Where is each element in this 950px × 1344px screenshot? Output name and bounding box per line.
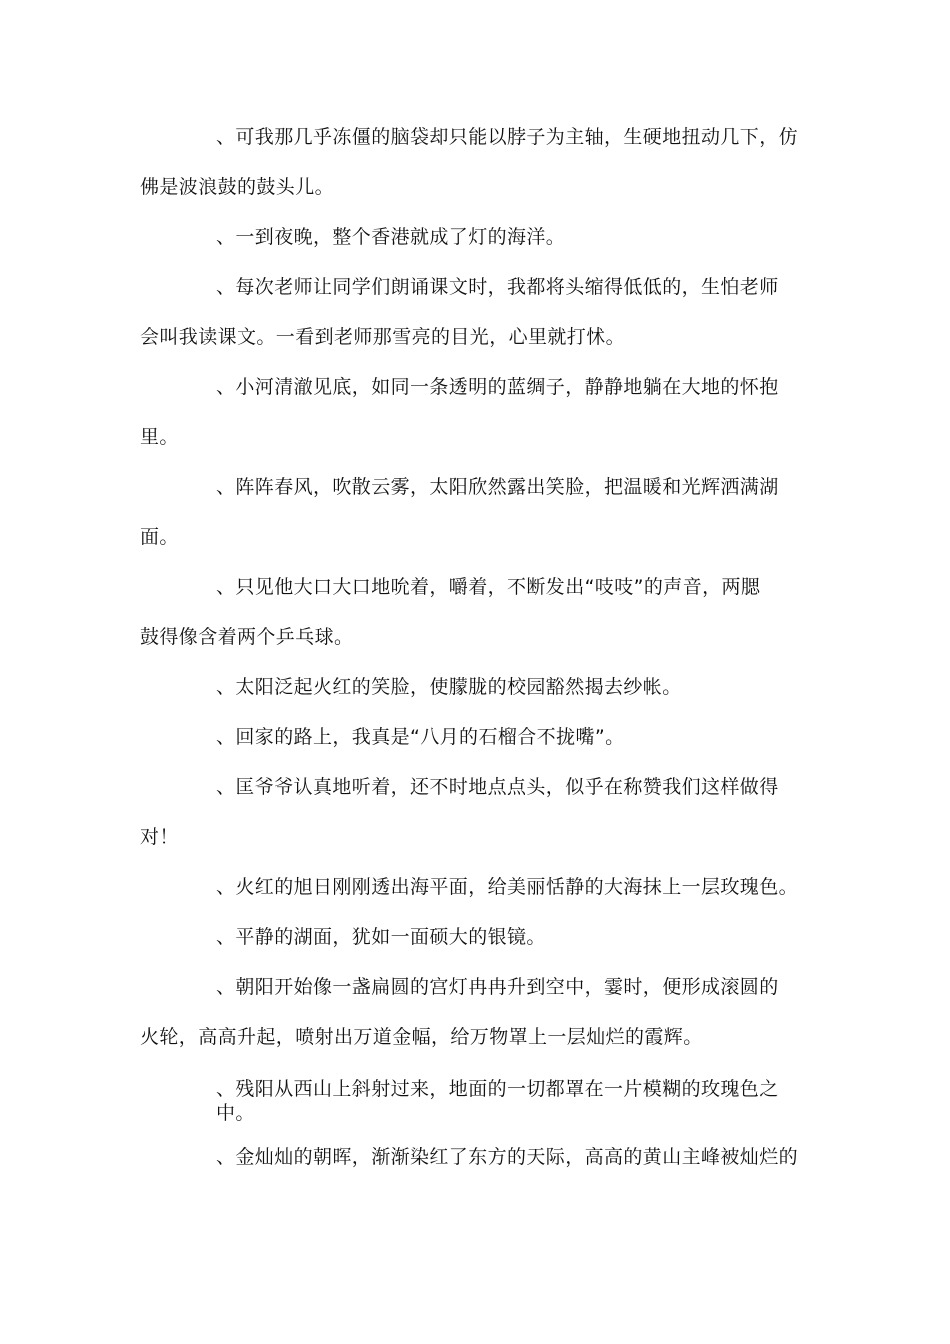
paragraph-line: 、金灿灿的朝晖，渐渐染红了东方的天际，高高的黄山主峰被灿烂的 <box>216 1146 799 1168</box>
paragraph-9 <box>140 762 820 862</box>
paragraph-line: 、太阳泛起火红的笑脸，使朦胧的校园豁然揭去纱帐。 <box>216 676 682 698</box>
paragraph-6 <box>140 562 820 662</box>
paragraph-line: 里。 <box>140 426 179 448</box>
paragraph-5 <box>140 462 820 562</box>
paragraph-4 <box>140 362 820 462</box>
paragraph-line: 、小河清澈见底，如同一条透明的蓝绸子，静静地躺在大地的怀抱 <box>216 376 779 398</box>
paragraph-line: 、火红的旭日刚刚透出海平面，给美丽恬静的大海抹上一层玫瑰色。 <box>216 876 799 898</box>
paragraph-line: 中。 <box>216 1102 255 1124</box>
paragraph-line: 会叫我读课文。一看到老师那雪亮的目光，心里就打怵。 <box>140 326 626 348</box>
paragraph-line: 、一到夜晚，整个香港就成了灯的海洋。 <box>216 226 566 248</box>
paragraph-line: 面。 <box>140 526 179 548</box>
paragraph-14 <box>140 1132 820 1182</box>
paragraph-10 <box>140 862 820 912</box>
paragraph-line: 对！ <box>140 826 179 848</box>
paragraph-line: 、每次老师让同学们朗诵课文时，我都将头缩得低低的，生怕老师 <box>216 276 779 298</box>
paragraph-line: 、残阳从西山上斜射过来，地面的一切都罩在一片模糊的玫瑰色之 <box>216 1078 779 1100</box>
paragraph-8 <box>140 712 820 762</box>
paragraph-line: 、回家的路上，我真是“八月的石榴合不拢嘴”。 <box>216 726 625 748</box>
paragraph-line: 火轮，高高升起，喷射出万道金幅，给万物罩上一层灿烂的霞辉。 <box>140 1026 703 1048</box>
paragraph-line: 鼓得像含着两个乒乓球。 <box>140 626 354 648</box>
paragraph-3 <box>140 262 820 362</box>
paragraph-2 <box>140 212 820 262</box>
paragraph-line: 、阵阵春风，吹散云雾，太阳欣然露出笑脸，把温暖和光辉洒满湖 <box>216 476 779 498</box>
paragraph-7 <box>140 662 820 712</box>
paragraph-line: 、可我那几乎冻僵的脑袋却只能以脖子为主轴，生硬地扭动几下，仿 <box>216 126 799 148</box>
paragraph-line: 、平静的湖面，犹如一面硕大的银镜。 <box>216 926 546 948</box>
paragraph-line: 、匡爷爷认真地听着，还不时地点点头，似乎在称赞我们这样做得 <box>216 776 779 798</box>
paragraph-12 <box>140 962 820 1062</box>
paragraph-line: 、只见他大口大口地吮着，嚼着，不断发出“吱吱”的声音，两腮 <box>216 576 761 598</box>
paragraph-13 <box>140 1077 820 1125</box>
paragraph-1 <box>140 112 820 212</box>
paragraph-11 <box>140 912 820 962</box>
paragraph-line: 佛是波浪鼓的鼓头儿。 <box>140 176 335 198</box>
paragraph-line: 、朝阳开始像一盏扁圆的宫灯冉冉升到空中，霎时，便形成滚圆的 <box>216 976 779 998</box>
